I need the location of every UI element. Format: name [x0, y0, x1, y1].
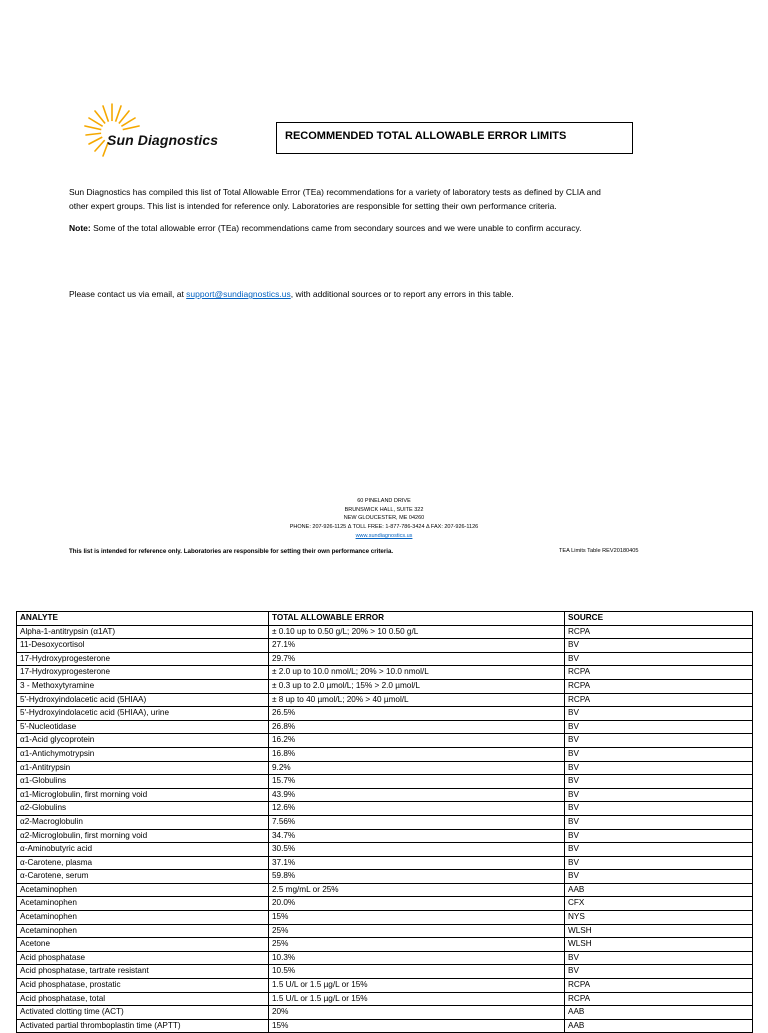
address-block	[0, 497, 768, 541]
source-cell: AAB	[565, 883, 753, 897]
tea-cell: 29.7%	[269, 652, 565, 666]
table-row	[17, 856, 753, 870]
intro-line-2: other expert groups. This list is intended for reference only. Laboratories are responsible for setting their own performance criteria.	[69, 200, 557, 211]
tea-cell: 16.2%	[269, 734, 565, 748]
source-cell: RCPA	[565, 979, 753, 993]
table-row	[17, 788, 753, 802]
analyte-cell: 17-Hydroxyprogesterone	[17, 652, 269, 666]
analyte-cell: 17-Hydroxyprogesterone	[17, 666, 269, 680]
source-cell: BV	[565, 815, 753, 829]
tea-cell: 7.56%	[269, 815, 565, 829]
table-row	[17, 639, 753, 653]
table-row	[17, 883, 753, 897]
analyte-cell: 5'-Hydroxyindolacetic acid (5HIAA), urine	[17, 707, 269, 721]
analyte-cell: α1-Microglobulin, first morning void	[17, 788, 269, 802]
source-cell: BV	[565, 652, 753, 666]
table-row	[17, 720, 753, 734]
tea-cell: ± 8 up to 40 µmol/L; 20% > 40 µmol/L	[269, 693, 565, 707]
intro-line-1: Sun Diagnostics has compiled this list of Total Allowable Error (TEa) recommendations for a variety of laboratory tests as defined by CLIA and	[69, 187, 601, 197]
source-cell: BV	[565, 856, 753, 870]
disclaimer-text: This list is intended for reference only. Laboratories are responsible for setting their own performance criteria.	[69, 548, 394, 555]
tea-cell: ± 0.10 up to 0.50 g/L; 20% > 10 0.50 g/L	[269, 625, 565, 639]
analyte-cell: 3 - Methoxytyramine	[17, 679, 269, 693]
source-cell: BV	[565, 747, 753, 761]
table-row	[17, 938, 753, 952]
source-cell: RCPA	[565, 666, 753, 680]
analyte-cell: α2-Microglobulin, first morning void	[17, 829, 269, 843]
table-row	[17, 679, 753, 693]
table-body	[17, 625, 753, 1033]
analyte-cell: α1-Globulins	[17, 775, 269, 789]
source-cell: RCPA	[565, 693, 753, 707]
contact-paragraph	[69, 288, 719, 302]
source-cell: RCPA	[565, 992, 753, 1006]
tea-cell: 16.8%	[269, 747, 565, 761]
source-cell: BV	[565, 870, 753, 884]
tea-cell: 15%	[269, 911, 565, 925]
source-cell: AAB	[565, 1006, 753, 1020]
table-row	[17, 911, 753, 925]
address-line-2: BRUNSWICK HALL, SUITE 322	[344, 506, 424, 513]
table-row	[17, 979, 753, 993]
table-row	[17, 707, 753, 721]
source-cell: BV	[565, 720, 753, 734]
analyte-cell: 5'-Hydroxyindolacetic acid (5HIAA)	[17, 693, 269, 707]
table-row	[17, 734, 753, 748]
tea-cell: 20.0%	[269, 897, 565, 911]
tea-cell: 27.1%	[269, 639, 565, 653]
analyte-cell: α-Carotene, plasma	[17, 856, 269, 870]
note-text: Some of the total allowable error (TEa) recommendations came from secondary sources and we were unable to confirm accuracy.	[90, 223, 582, 233]
source-cell: BV	[565, 843, 753, 857]
tea-cell: 37.1%	[269, 856, 565, 870]
analyte-cell: 5'-Nucleotidase	[17, 720, 269, 734]
source-cell: BV	[565, 788, 753, 802]
tea-cell: 1.5 U/L or 1.5 µg/L or 15%	[269, 979, 565, 993]
tea-cell: 10.3%	[269, 951, 565, 965]
intro-paragraph	[69, 186, 719, 213]
analyte-cell: α1-Acid glycoprotein	[17, 734, 269, 748]
address-line-1: 60 PINELAND DRIVE	[357, 498, 411, 504]
tea-cell: 25%	[269, 924, 565, 938]
source-cell: BV	[565, 965, 753, 979]
contact-text-after: , with additional sources or to report any errors in this table.	[290, 289, 514, 299]
table-row	[17, 951, 753, 965]
source-cell: BV	[565, 775, 753, 789]
tea-cell: ± 0.3 up to 2.0 µmol/L; 15% > 2.0 µmol/L	[269, 679, 565, 693]
source-cell: CFX	[565, 897, 753, 911]
table-row	[17, 924, 753, 938]
tea-cell: 34.7%	[269, 829, 565, 843]
analyte-cell: Activated clotting time (ACT)	[17, 1006, 269, 1020]
tea-cell: 1.5 U/L or 1.5 µg/L or 15%	[269, 992, 565, 1006]
address-line-3: NEW GLOUCESTER, ME 04260	[343, 515, 425, 522]
company-logo	[82, 102, 242, 162]
analyte-cell: Acid phosphatase	[17, 951, 269, 965]
analyte-cell: 11-Desoxycortisol	[17, 639, 269, 653]
revision-label: TEA Limits Table REV20180405	[559, 548, 639, 554]
tea-cell: 59.8%	[269, 870, 565, 884]
analyte-cell: Acetaminophen	[17, 924, 269, 938]
tea-cell: 12.6%	[269, 802, 565, 816]
tea-cell: ± 2.0 up to 10.0 nmol/L; 20% > 10.0 nmol/L	[269, 666, 565, 680]
analyte-cell: Acid phosphatase, prostatic	[17, 979, 269, 993]
table-row	[17, 1006, 753, 1020]
source-cell: BV	[565, 829, 753, 843]
source-cell: BV	[565, 951, 753, 965]
phone-line: PHONE: 207-926-1125 Δ TOLL FREE: 1-877-786-3424 Δ FAX: 207-926-1126	[289, 524, 479, 531]
tea-cell: 25%	[269, 938, 565, 952]
table-row	[17, 1019, 753, 1033]
page-title: RECOMMENDED TOTAL ALLOWABLE ERROR LIMITS	[276, 122, 633, 154]
source-cell: RCPA	[565, 679, 753, 693]
table-row	[17, 652, 753, 666]
source-cell: BV	[565, 734, 753, 748]
tea-cell: 15.7%	[269, 775, 565, 789]
source-cell: BV	[565, 761, 753, 775]
tea-cell: 30.5%	[269, 843, 565, 857]
tea-cell: 15%	[269, 1019, 565, 1033]
analyte-cell: Alpha-1-antitrypsin (α1AT)	[17, 625, 269, 639]
column-header-analyte: ANALYTE	[17, 612, 269, 626]
table-row	[17, 693, 753, 707]
analyte-cell: Acetaminophen	[17, 883, 269, 897]
source-cell: BV	[565, 639, 753, 653]
tea-cell: 2.5 mg/mL or 25%	[269, 883, 565, 897]
table-row	[17, 829, 753, 843]
column-header-total-allowable-error: TOTAL ALLOWABLE ERROR	[269, 612, 565, 626]
website-link[interactable]: www.sundiagnostics.us	[355, 532, 413, 539]
table-row	[17, 965, 753, 979]
table-row	[17, 870, 753, 884]
source-cell: RCPA	[565, 625, 753, 639]
table-row	[17, 843, 753, 857]
tea-cell: 20%	[269, 1006, 565, 1020]
table-row	[17, 802, 753, 816]
table-row	[17, 775, 753, 789]
tea-cell: 26.5%	[269, 707, 565, 721]
table-row	[17, 815, 753, 829]
analyte-cell: α1-Antitrypsin	[17, 761, 269, 775]
analyte-cell: α2-Macroglobulin	[17, 815, 269, 829]
tea-cell: 9.2%	[269, 761, 565, 775]
analyte-cell: α2-Globulins	[17, 802, 269, 816]
note-label: Note:	[69, 223, 91, 233]
analyte-cell: Acetone	[17, 938, 269, 952]
source-cell: WLSH	[565, 924, 753, 938]
source-cell: BV	[565, 802, 753, 816]
analyte-cell: Activated partial thromboplastin time (APTT)	[17, 1019, 269, 1033]
tea-cell: 26.8%	[269, 720, 565, 734]
source-cell: BV	[565, 707, 753, 721]
analyte-cell: α1-Antichymotrypsin	[17, 747, 269, 761]
support-email-link[interactable]: support@sundiagnostics.us	[186, 289, 291, 299]
source-cell: WLSH	[565, 938, 753, 952]
analyte-cell: Acetaminophen	[17, 897, 269, 911]
tea-cell: 10.5%	[269, 965, 565, 979]
table-header-row	[17, 612, 753, 626]
contact-text-before: Please contact us via email, at	[69, 289, 187, 299]
analyte-cell: α-Aminobutyric acid	[17, 843, 269, 857]
tea-cell: 43.9%	[269, 788, 565, 802]
table-row	[17, 666, 753, 680]
analyte-cell: Acid phosphatase, tartrate resistant	[17, 965, 269, 979]
source-cell: NYS	[565, 911, 753, 925]
column-header-source: SOURCE	[565, 612, 753, 626]
note-paragraph	[69, 222, 719, 236]
table-row	[17, 897, 753, 911]
analyte-cell: Acid phosphatase, total	[17, 992, 269, 1006]
table-row	[17, 992, 753, 1006]
analyte-cell: α-Carotene, serum	[17, 870, 269, 884]
table-row	[17, 761, 753, 775]
table-row	[17, 747, 753, 761]
table-row	[17, 625, 753, 639]
analyte-cell: Acetaminophen	[17, 911, 269, 925]
tea-limits-table	[16, 611, 753, 1033]
logo-text: Sun Diagnostics	[107, 132, 219, 148]
source-cell: AAB	[565, 1019, 753, 1033]
